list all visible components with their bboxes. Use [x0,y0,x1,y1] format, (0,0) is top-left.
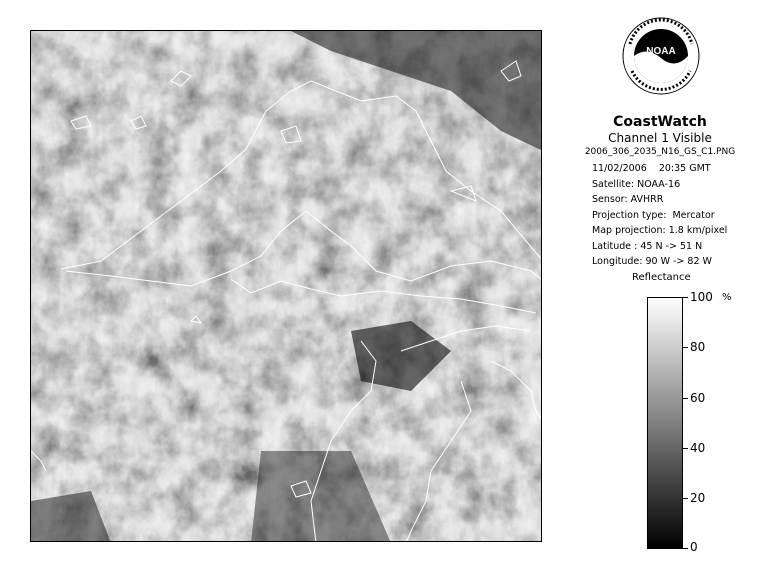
file-name: 2006_306_2035_N16_GS_C1.PNG [584,147,736,157]
colorbar-tick-label: 100 [690,290,713,304]
colorbar-tick-label: 80 [690,340,706,354]
colorbar-tick [682,297,688,298]
colorbar-tick-label: 0 [690,540,698,554]
colorbar-tick [682,398,688,399]
colorbar-unit: % [722,292,732,303]
datetime-text: 11/02/2006 20:35 GMT [592,163,711,174]
map-projection-text: Map projection: 1.8 km/pixel [592,225,728,236]
reflectance-colorbar [647,297,683,549]
product-title: CoastWatch [613,114,707,130]
noaa-logo-icon [622,16,700,108]
channel-subtitle: Channel 1 Visible [608,131,712,145]
noaa-logo [622,16,700,108]
longitude-text: Longitude: 90 W -> 82 W [592,256,712,267]
colorbar-title: Reflectance [632,272,691,283]
latitude-text: Latitude : 45 N -> 51 N [592,240,703,252]
svg-text:NOAA: NOAA [646,46,676,57]
colorbar-tick [682,548,688,549]
satellite-text: Satellite: NOAA-16 [592,178,681,190]
satellite-image [30,30,542,542]
projection-type-text: Projection type: Mercator [592,209,715,221]
colorbar-tick [682,347,688,348]
colorbar-tick-label: 20 [690,491,706,505]
metadata-panel [592,161,727,270]
colorbar-tick [682,448,688,449]
sensor-text: Sensor: AVHRR [592,194,664,205]
colorbar-tick-label: 60 [690,391,706,405]
cloud-imagery-svg [31,31,542,542]
colorbar-tick-label: 40 [690,441,706,455]
colorbar-tick [682,498,688,499]
